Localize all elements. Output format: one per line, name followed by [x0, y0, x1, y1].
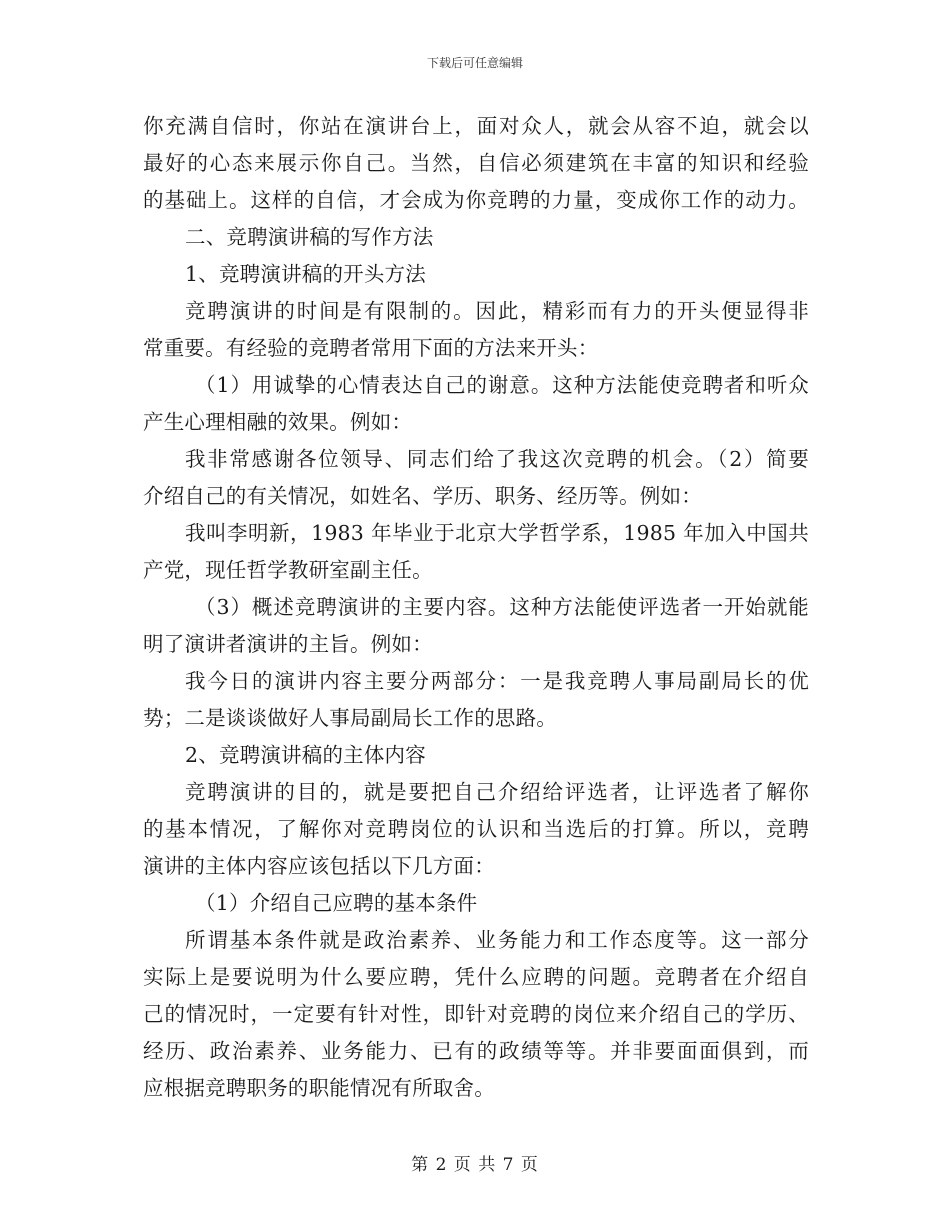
body-line: 应根据竞聘职务的职能情况有所取舍。: [143, 1076, 495, 1100]
body-line: 介绍自己的有关情况，如姓名、学历、职务、经历等。例如：: [143, 484, 702, 508]
body-line: 我非常感谢各位领导、同志们给了我这次竞聘的机会。（2）简要: [185, 447, 809, 471]
body-line: 最好的心态来展示你自己。当然，自信必须建筑在丰富的知识和经验: [143, 151, 809, 175]
document-body: [143, 108, 809, 1107]
body-line: 所谓基本条件就是政治素养、业务能力和工作态度等。这一部分: [185, 928, 809, 952]
body-line: 己的情况时，一定要有针对性，即针对竞聘的岗位来介绍自己的学历、: [143, 1002, 809, 1026]
body-line: 产党，现任哲学教研室副主任。: [143, 558, 433, 582]
subsection-heading: 1、竞聘演讲稿的开头方法: [185, 262, 426, 286]
body-line: 竞聘演讲的目的，就是要把自己介绍给评选者，让评选者了解你: [185, 780, 809, 804]
body-line: 我今日的演讲内容主要分两部分：一是我竞聘人事局副局长的优: [185, 669, 809, 693]
body-line: 的基本情况，了解你对竞聘岗位的认识和当选后的打算。所以，竞聘: [143, 817, 809, 841]
body-line: 你充满自信时，你站在演讲台上，面对众人，就会从容不迫，就会以: [143, 114, 809, 138]
body-line: 经历、政治素养、业务能力、已有的政绩等等。并非要面面俱到，而: [143, 1039, 809, 1063]
body-line: 产生心理相融的效果。例如：: [143, 410, 413, 434]
body-line: 演讲的主体内容应该包括以下几方面：: [143, 854, 495, 878]
body-line: 常重要。有经验的竞聘者常用下面的方法来开头：: [143, 336, 599, 360]
body-line: 势；二是谈谈做好人事局副局长工作的思路。: [143, 706, 557, 730]
subsection-heading: （1）介绍自己应聘的基本条件: [195, 891, 478, 915]
body-line: （1）用诚挚的心情表达自己的谢意。这种方法能使竞聘者和听众: [195, 373, 809, 397]
body-line: 实际上是要说明为什么要应聘，凭什么应聘的问题。竞聘者在介绍自: [143, 965, 809, 989]
subsection-heading: 2、竞聘演讲稿的主体内容: [185, 743, 426, 767]
body-line: 我叫李明新，1983 年毕业于北京大学哲学系，1985 年加入中国共: [185, 521, 809, 545]
body-line: 明了演讲者演讲的主旨。例如：: [143, 632, 433, 656]
body-line: 的基础上。这样的自信，才会成为你竞聘的力量，变成你工作的动力。: [143, 188, 809, 212]
section-heading: 二、竞聘演讲稿的写作方法: [185, 225, 434, 249]
page-number: 第 2 页 共 7 页: [411, 1155, 539, 1175]
body-line: 竞聘演讲的时间是有限制的。因此，精彩而有力的开头便显得非: [185, 299, 809, 323]
body-line: （3）概述竞聘演讲的主要内容。这种方法能使评选者一开始就能: [195, 595, 809, 619]
page-header-note: 下载后可任意编辑: [426, 56, 523, 70]
